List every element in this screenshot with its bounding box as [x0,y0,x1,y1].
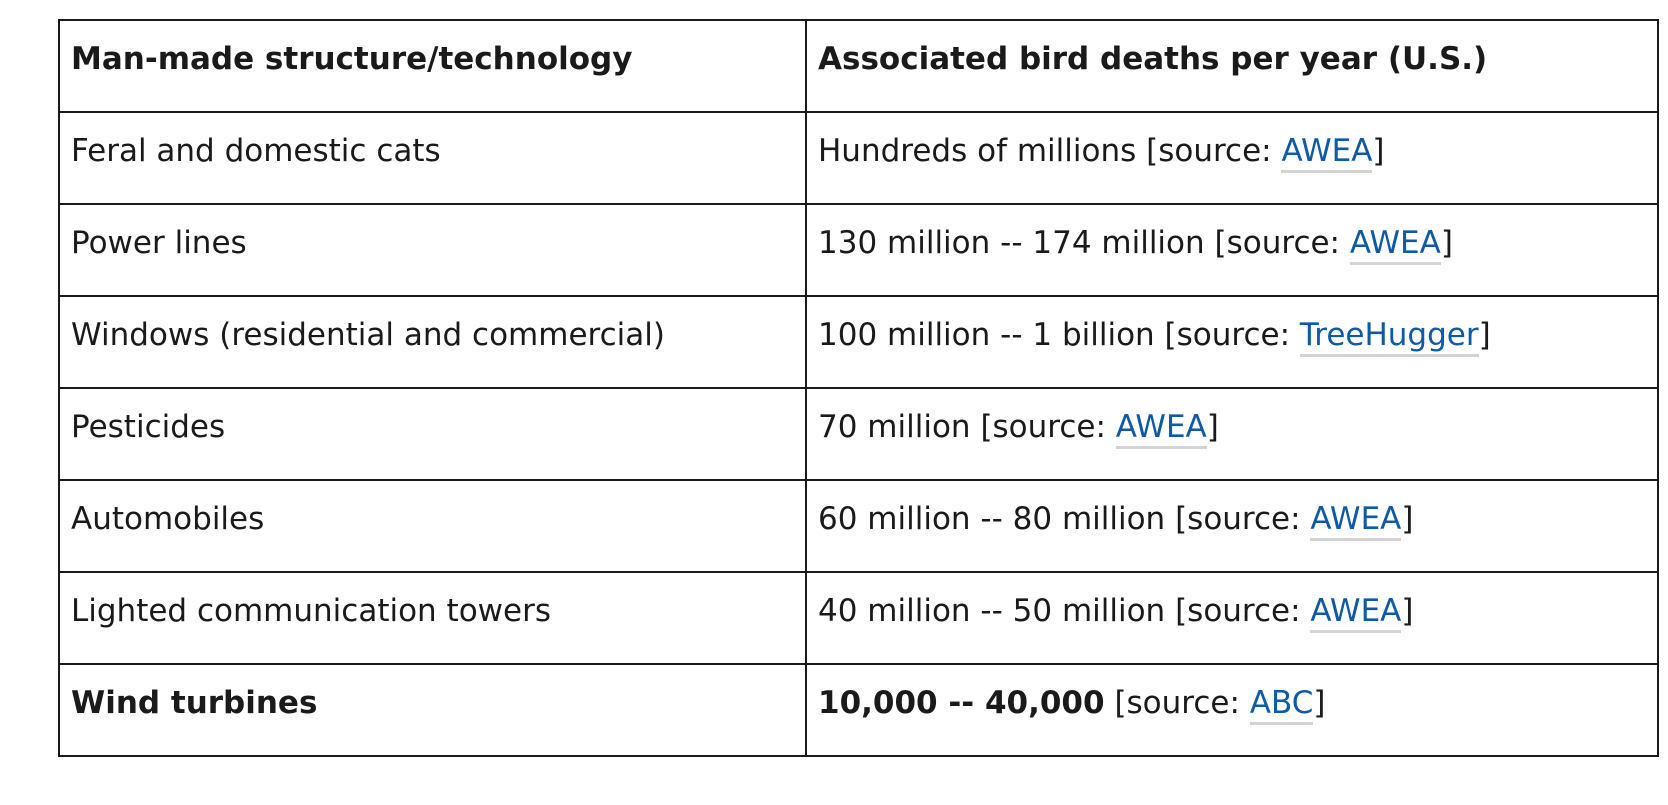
source-suffix: ] [1440,225,1453,261]
structure-cell: Windows (residential and commercial) [59,296,806,388]
structure-cell: Power lines [59,204,806,296]
structure-cell: Automobiles [59,480,806,572]
source-prefix: [source: [1175,501,1311,537]
source-suffix: ] [1372,133,1385,169]
structure-cell: Feral and domestic cats [59,112,806,204]
deaths-cell [806,296,1658,388]
deaths-value: 100 million -- 1 billion [818,317,1155,353]
source-link-awea[interactable]: AWEA [1310,593,1401,633]
deaths-value: 70 million [818,409,971,445]
table-header-row [59,20,1658,112]
table-row [59,480,1658,572]
source-link-awea[interactable]: AWEA [1350,225,1441,265]
deaths-value: 40 million -- 50 million [818,593,1166,629]
source-link-treehugger[interactable]: TreeHugger [1300,317,1479,357]
source-suffix: ] [1313,685,1326,721]
table-row [59,112,1658,204]
deaths-cell [806,664,1658,756]
deaths-cell [806,112,1658,204]
structure-cell: Lighted communication towers [59,572,806,664]
source-suffix: ] [1478,317,1491,353]
table-row [59,572,1658,664]
table-row [59,388,1658,480]
source-prefix: [source: [1114,685,1250,721]
deaths-value: Hundreds of millions [818,133,1137,169]
source-link-abc[interactable]: ABC [1250,685,1314,725]
deaths-value-bold: 10,000 -- 40,000 [818,685,1105,721]
structure-cell-bold: Wind turbines [59,664,806,756]
source-prefix: [source: [1175,593,1311,629]
deaths-cell [806,204,1658,296]
source-link-awea[interactable]: AWEA [1281,133,1372,173]
table-row-highlight [59,664,1658,756]
header-deaths: Associated bird deaths per year (U.S.) [806,20,1658,112]
deaths-cell [806,572,1658,664]
table-row [59,296,1658,388]
source-suffix: ] [1206,409,1219,445]
deaths-value: 130 million -- 174 million [818,225,1205,261]
source-suffix: ] [1401,593,1414,629]
bird-deaths-table-container [58,19,1659,757]
table-row [59,204,1658,296]
source-prefix: [source: [1214,225,1350,261]
source-prefix: [source: [1146,133,1282,169]
structure-cell: Pesticides [59,388,806,480]
source-prefix: [source: [980,409,1116,445]
header-structure: Man-made structure/technology [59,20,806,112]
deaths-cell [806,388,1658,480]
source-suffix: ] [1401,501,1414,537]
deaths-value: 60 million -- 80 million [818,501,1166,537]
source-prefix: [source: [1164,317,1300,353]
bird-deaths-table [58,19,1659,757]
source-link-awea[interactable]: AWEA [1310,501,1401,541]
source-link-awea[interactable]: AWEA [1116,409,1207,449]
deaths-cell [806,480,1658,572]
